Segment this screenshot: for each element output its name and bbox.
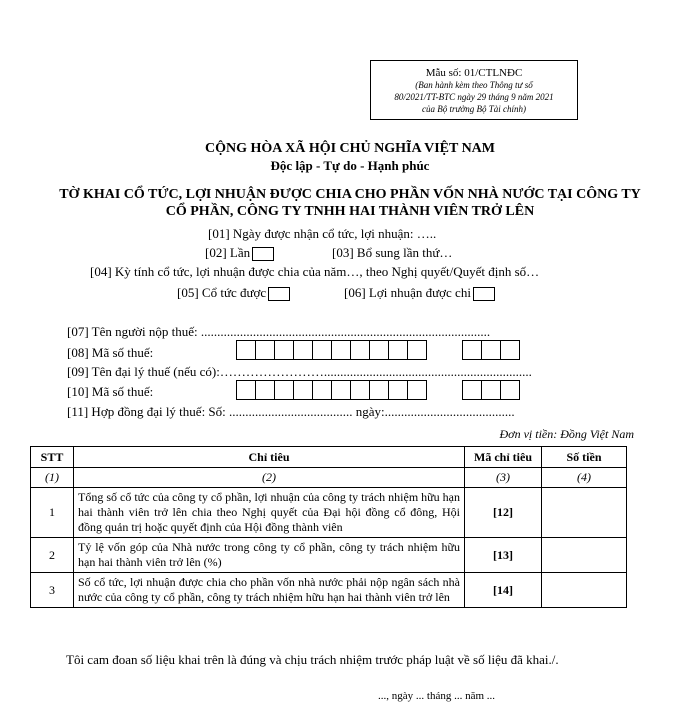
row-code: [14] [465,573,542,608]
table-row [31,573,627,608]
row-amount-cell[interactable] [542,538,627,573]
index-4: (4) [542,468,627,488]
header-stt: STT [31,447,74,468]
table-header-row [31,447,627,468]
currency-unit: Đơn vị tiền: Đồng Việt Nam [499,427,634,441]
table-row [31,538,627,573]
form-title-line2: CỔ PHẦN, CÔNG TY TNHH HAI THÀNH VIÊN TRỞ LÊN [165,204,535,219]
field-04-period: [04] Kỳ tính cổ tức, lợi nhuận được chia của năm…, theo Nghị quyết/Quyết định số… [90,264,540,279]
field-03-supplement: [03] Bổ sung lần thứ… [332,245,453,260]
field-05-dividend [177,285,290,301]
field-02-first-time [205,245,274,261]
index-3: (3) [465,468,542,488]
form-note-line3: của Bộ trưởng Bộ Tài chính) [422,104,526,114]
form-code: Mẫu số: 01/CTLNĐC [425,67,523,79]
row-code: [13] [465,538,542,573]
row-stt: 2 [31,538,74,573]
row-code: [12] [465,488,542,538]
field-09-tax-agent-name[interactable]: [09] Tên đại lý thuế (nếu có):……………………................................................................ [67,364,532,379]
motto: Độc lập - Tự do - Hạnh phúc [270,158,430,173]
form-note-line1: (Ban hành kèm theo Thông tư số [415,80,533,90]
form-title-line1: TỜ KHAI CỔ TỨC, LỢI NHUẬN ĐƯỢC CHIA CHO PHẦN VỐN NHÀ NƯỚC TẠI CÔNG TY [59,187,641,202]
date-line: ..., ngày ... tháng ... năm ... [378,690,496,702]
field-05-checkbox[interactable] [268,287,290,301]
header-code: Mã chỉ tiêu [465,447,542,468]
index-1: (1) [31,468,74,488]
field-02-label: [02] Lần [205,245,251,260]
field-05-label: [05] Cổ tức được [177,285,267,300]
tax-code-input-10[interactable] [236,380,426,400]
field-02-checkbox[interactable] [252,247,274,261]
form-note-line2: 80/2021/TT-BTC ngày 29 tháng 9 năm 2021 [394,92,554,102]
row-description: Tỷ lệ vốn góp của Nhà nước trong công ty cổ phần, công ty trách nhiệm hữu hạn hai thành viên trở lên (%) [74,538,465,573]
tax-code-suffix-08[interactable] [462,340,519,360]
tax-code-input-08[interactable] [236,340,426,360]
row-description: Số cổ tức, lợi nhuận được chia cho phần vốn nhà nước phải nộp ngân sách nhà nước của công ty cổ phần, công ty trách nhiệm hữu hạn hai thành viên trở lên [74,573,465,608]
header-amount: Số tiền [542,447,627,468]
field-06-label: [06] Lợi nhuận được chi [344,285,471,300]
field-08-label: [08] Mã số thuế: [67,345,154,360]
field-06-checkbox[interactable] [473,287,495,301]
form-number-box [370,60,578,120]
field-10-label: [10] Mã số thuế: [67,384,154,399]
row-stt: 1 [31,488,74,538]
header-indicator: Chỉ tiêu [74,447,465,468]
tax-code-suffix-10[interactable] [462,380,519,400]
table-row [31,488,627,538]
declaration-table [30,446,627,608]
commitment-statement: Tôi cam đoan số liệu khai trên là đúng và chịu trách nhiệm trước pháp luật về số liệu đã khai./. [66,652,559,667]
nation-heading: CỘNG HÒA XÃ HỘI CHỦ NGHĨA VIỆT NAM [204,141,495,156]
row-description: Tổng số cổ tức của công ty cổ phần, lợi nhuận của công ty trách nhiệm hữu hạn hai thành viên trở lên chia theo Nghị quyết của Đại hội đồng cổ đông, Hội đồng quản trị hoặc quyết định của Hội đồng thành viên [74,488,465,538]
field-07-taxpayer-name[interactable]: [07] Tên người nộp thuế: ......................................................................................... [67,324,491,339]
table-index-row [31,468,627,488]
row-stt: 3 [31,573,74,608]
row-amount-cell[interactable] [542,573,627,608]
field-06-profit [344,285,495,301]
field-01-receive-date: [01] Ngày được nhận cổ tức, lợi nhuận: ….. [208,226,437,241]
index-2: (2) [74,468,465,488]
row-amount-cell[interactable] [542,488,627,538]
field-11-agent-contract[interactable]: [11] Hợp đồng đại lý thuế: Số: ...................................... ngày:........................................ [67,404,515,419]
form-title [0,186,700,220]
